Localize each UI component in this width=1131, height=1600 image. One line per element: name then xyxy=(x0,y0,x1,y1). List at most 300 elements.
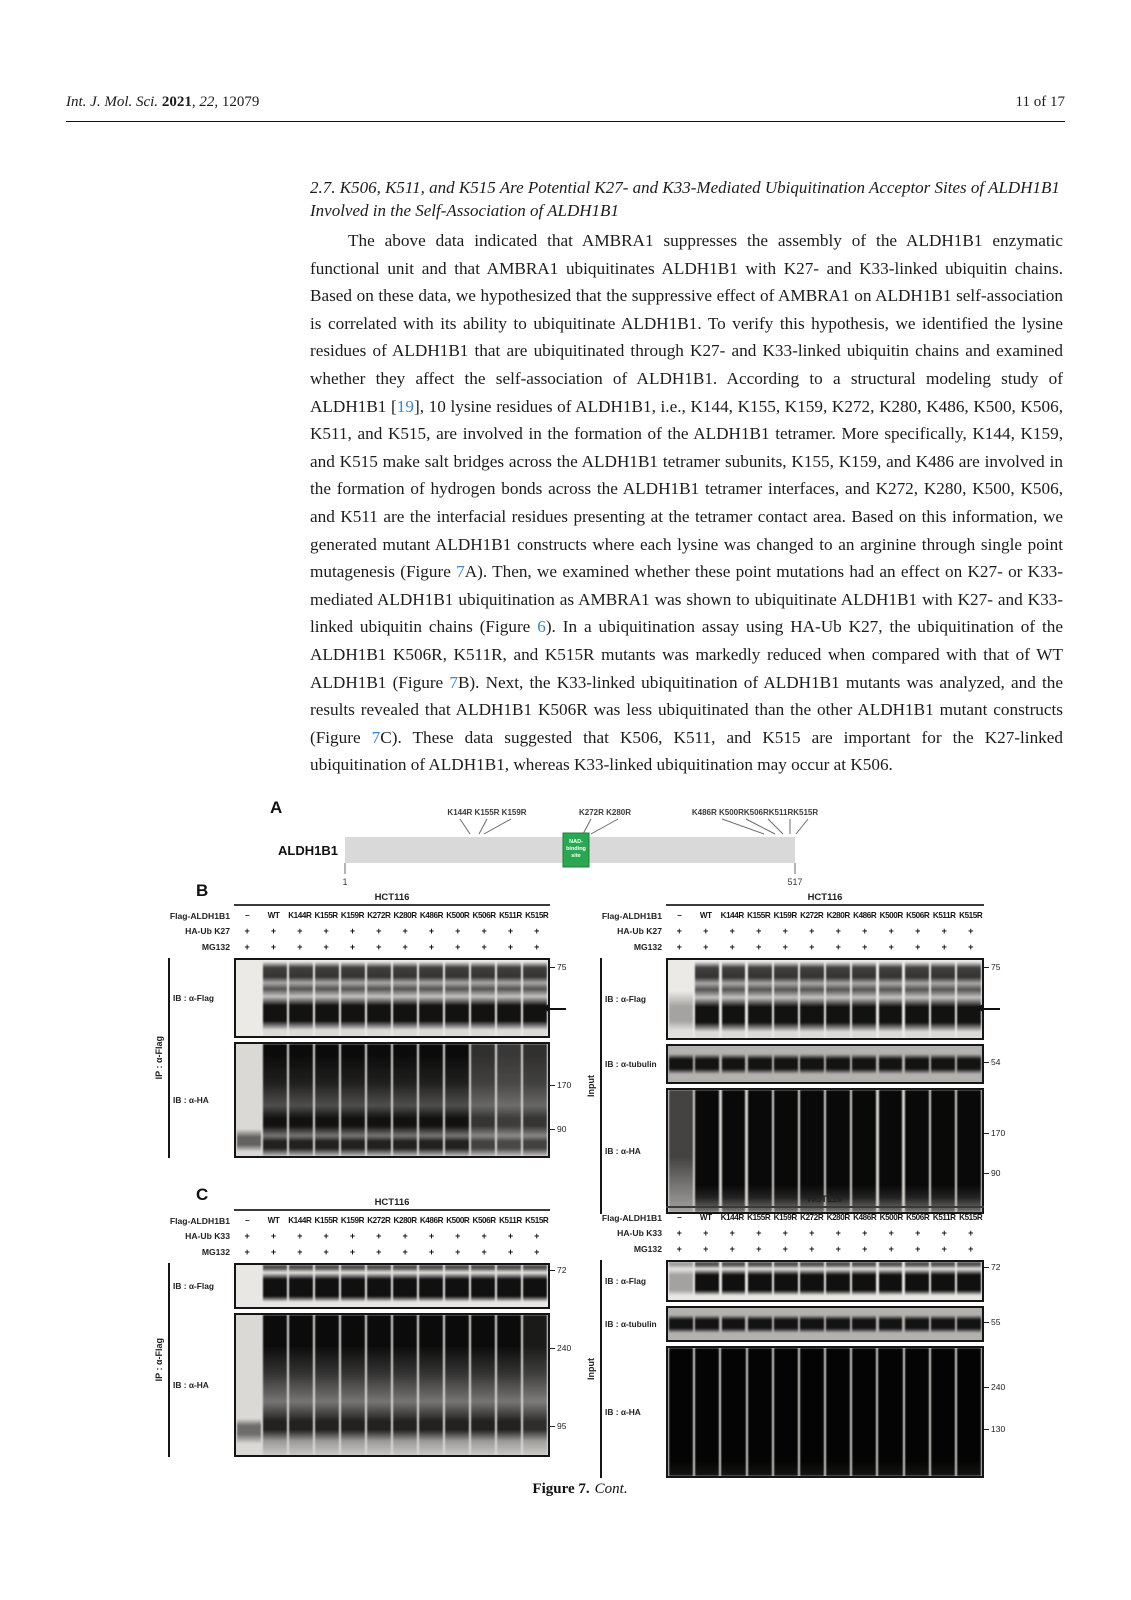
blot-lane xyxy=(669,1046,693,1082)
plus-sign: + xyxy=(376,926,382,937)
lane-label-row xyxy=(234,1216,550,1225)
plus-sign: + xyxy=(968,941,974,952)
lane-label: K155R xyxy=(747,911,771,921)
lane-label: K272R xyxy=(367,911,391,921)
page-number: 11 of 17 xyxy=(1015,94,1065,110)
nad-box-line1: NAD- xyxy=(569,839,583,845)
blot-lane xyxy=(263,1265,287,1307)
protein-name-label: ALDH1B1 xyxy=(278,843,338,858)
ip-bracket xyxy=(150,1263,170,1457)
plus-sign: + xyxy=(915,1228,921,1239)
lane-label: K511R xyxy=(499,911,522,921)
marker-column xyxy=(550,1042,576,1158)
plus-sign: + xyxy=(244,1231,250,1242)
plus-sign: + xyxy=(968,1228,974,1239)
blot-lane xyxy=(748,1046,772,1082)
text-segment: , 12079 xyxy=(214,94,260,110)
ib-label: IB : α-HA xyxy=(173,1379,209,1390)
mg132-row-label: MG132 xyxy=(201,1246,230,1257)
reference-link[interactable]: 7 xyxy=(449,672,458,692)
blot-lane xyxy=(774,1308,798,1340)
construct-row-label: Flag-ALDH1B1 xyxy=(601,910,662,921)
plus-sign: + xyxy=(703,941,709,952)
plus-sign: + xyxy=(676,1228,682,1239)
ubiquitin-row-label: HA-Ub K33 xyxy=(617,1228,662,1239)
input-bracket xyxy=(582,958,602,1214)
ib-label: IB : α-Flag xyxy=(173,992,214,1003)
blot-lane xyxy=(748,1262,772,1300)
plus-sign: + xyxy=(402,1246,408,1257)
construct-row xyxy=(150,1213,576,1229)
plus-sign: + xyxy=(888,1243,894,1254)
blot-lane xyxy=(471,960,495,1036)
blot-lane xyxy=(852,1046,876,1082)
construct-row xyxy=(582,1210,1010,1226)
lane-label: – xyxy=(677,911,682,921)
lane-label: K144R xyxy=(288,911,312,921)
plus-sign: + xyxy=(676,1243,682,1254)
plus-sign: + xyxy=(968,926,974,937)
blot-lane xyxy=(957,1308,981,1340)
cell-line-label: HCT116 xyxy=(807,1194,843,1205)
plus-sign: + xyxy=(323,941,329,952)
blot-row xyxy=(605,1044,1010,1084)
figure-7 xyxy=(150,795,1010,1500)
blot-row xyxy=(173,1313,576,1457)
plus-sign: + xyxy=(244,941,250,952)
blot-lane xyxy=(341,1044,365,1156)
lane-label: K515R xyxy=(525,1216,549,1226)
lane-label: K506R xyxy=(472,1216,496,1226)
plus-row xyxy=(666,926,984,936)
blot-lane xyxy=(367,1315,391,1455)
blot-lane xyxy=(315,1044,339,1156)
plus-sign: + xyxy=(941,941,947,952)
plus-sign: + xyxy=(809,926,815,937)
plus-sign: + xyxy=(507,926,514,937)
blot-lane xyxy=(669,960,693,1038)
blot-lane xyxy=(905,1348,929,1476)
cell-line-header xyxy=(234,885,550,906)
lane-label: K515R xyxy=(525,911,549,921)
lane-label: K159R xyxy=(773,1213,797,1223)
blot-lane xyxy=(445,960,469,1036)
ubiquitin-row xyxy=(150,1229,576,1245)
lane-label: K515R xyxy=(959,1213,983,1223)
plus-sign: + xyxy=(862,1228,868,1239)
plus-sign: + xyxy=(862,926,868,937)
panel-c-input-section xyxy=(582,1187,1010,1478)
lane-label: K511R xyxy=(932,911,956,921)
mutation-group-2-label: K272R K280R xyxy=(578,808,632,817)
blot-lane xyxy=(497,960,521,1036)
blot-lane xyxy=(445,1315,469,1455)
marker-column xyxy=(984,1346,1010,1478)
plus-sign: + xyxy=(244,926,250,937)
plus-sign: + xyxy=(915,926,921,937)
blot-lane xyxy=(931,1308,955,1340)
text-segment: 22 xyxy=(199,94,215,110)
plus-row xyxy=(666,942,984,952)
mw-marker: 170 xyxy=(550,1080,571,1090)
lane-label: K500R xyxy=(446,911,470,921)
blot-zone xyxy=(582,958,1010,1214)
plus-sign: + xyxy=(297,1246,303,1257)
blot-lane xyxy=(289,960,313,1036)
blot-lane xyxy=(931,1348,955,1476)
blot-lane xyxy=(722,1308,746,1340)
reference-link[interactable]: 7 xyxy=(371,727,381,747)
body-paragraph xyxy=(310,227,1063,779)
ip-bracket xyxy=(150,958,170,1158)
plus-sign: + xyxy=(534,941,540,952)
cell-line-label: HCT116 xyxy=(807,892,843,903)
panel-c-ip-section xyxy=(150,1190,576,1457)
mw-marker: 130 xyxy=(984,1424,1005,1434)
plus-sign: + xyxy=(888,1228,894,1239)
plus-sign: + xyxy=(835,1228,841,1239)
marker-column xyxy=(984,958,1010,1040)
plus-sign: + xyxy=(941,926,947,937)
mw-marker: 54 xyxy=(984,1057,1000,1067)
blot-lane xyxy=(852,1262,876,1300)
construct-row-label: Flag-ALDH1B1 xyxy=(169,1215,230,1226)
plus-sign: + xyxy=(349,926,356,937)
plus-row xyxy=(234,926,550,936)
ib-label: IB : α-HA xyxy=(605,1145,641,1156)
lane-label: K272R xyxy=(800,1213,824,1223)
blot-lane xyxy=(879,1046,903,1082)
plus-sign: + xyxy=(428,1246,435,1257)
westernblot-c-ip-ha xyxy=(234,1313,550,1457)
lane-label: K155R xyxy=(314,1216,338,1226)
plus-sign: + xyxy=(534,926,540,937)
blot-lane xyxy=(471,1315,495,1455)
blot-lane xyxy=(695,960,719,1038)
blot-row xyxy=(605,958,1010,1040)
residue-end-label: 517 xyxy=(787,877,803,887)
blot-lane xyxy=(826,960,850,1038)
plus-sign: + xyxy=(809,941,815,952)
ubiquitin-row xyxy=(582,924,1010,940)
text-segment: ], 10 lysine residues of ALDH1B1, i.e., K144, K155, K159, K272, K280, K486, K500, K506, K511, and K515, are involved in the formation of the ALDH1B1 tetramer. More specifically, K144, K159, and K515 make salt bridges across the ALDH1B1 tetramer subunits, K155, K159, and K486 are involved in the formation of hydrogen bonds across the ALDH1B1 tetramer interfaces, and K272, K280, K500, K506, and K511 are the interfacial residues presenting at the tetramer contact area. Based on this information, we generated mutant ALDH1B1 constructs where each lysine was changed to an arginine through single point mutagenesis (Figure xyxy=(310,396,1063,582)
lane-label: K500R xyxy=(879,911,903,921)
blot-lane xyxy=(669,1308,693,1340)
text-segment: A). Then, we examined whether these point mutations had an effect on K27- or K33-mediated ALDH1B1 ubiquitination as AMBRA1 was shown to ubiquitinate ALDH1B1 with K27- and K33-linked ubiquitin chains (Figure xyxy=(310,562,1063,637)
lane-label: – xyxy=(677,1213,682,1223)
blot-lane xyxy=(315,960,339,1036)
blot-lane xyxy=(367,1044,391,1156)
plus-sign: + xyxy=(455,1246,461,1257)
plus-row xyxy=(234,1231,550,1241)
blot-lane xyxy=(695,1262,719,1300)
panel-a-label: A xyxy=(270,798,283,817)
lane-label: K272R xyxy=(800,911,824,921)
blot-lane xyxy=(237,960,261,1036)
plus-sign: + xyxy=(703,926,709,937)
plus-sign: + xyxy=(507,1246,514,1257)
plus-sign: + xyxy=(428,941,435,952)
blot-lane xyxy=(826,1046,850,1082)
plus-sign: + xyxy=(782,941,788,952)
plus-sign: + xyxy=(323,926,329,937)
blot-lane xyxy=(393,1315,417,1455)
blot-lane xyxy=(341,1315,365,1455)
mw-marker: 75 xyxy=(550,962,566,972)
blot-row xyxy=(173,1042,576,1158)
ubiquitin-row-label: HA-Ub K33 xyxy=(185,1231,230,1242)
plus-sign: + xyxy=(349,1231,356,1242)
construct-row-label: Flag-ALDH1B1 xyxy=(169,910,230,921)
blot-lane xyxy=(237,1315,261,1455)
blot-lane xyxy=(419,960,443,1036)
mw-marker: 170 xyxy=(984,1128,1005,1138)
blot-lane xyxy=(774,1262,798,1300)
reference-link[interactable]: 6 xyxy=(537,617,546,637)
lane-label: K506R xyxy=(472,911,496,921)
lane-label: – xyxy=(245,1216,250,1226)
blot-lane xyxy=(905,1262,929,1300)
blot-lane xyxy=(237,1044,261,1156)
plus-sign: + xyxy=(756,1228,762,1239)
lane-label: K159R xyxy=(340,1216,365,1226)
ib-label: IB : α-Flag xyxy=(605,993,646,1004)
lane-label: K144R xyxy=(720,1213,744,1223)
plus-sign: + xyxy=(782,926,788,937)
blot-lane xyxy=(879,1308,903,1340)
marker-column xyxy=(984,1044,1010,1084)
mw-marker: 90 xyxy=(550,1124,566,1134)
lane-label: K144R xyxy=(720,911,744,921)
lane-label: WT xyxy=(699,911,712,921)
blot-lane xyxy=(905,1046,929,1082)
blot-zone xyxy=(582,1260,1010,1478)
blot-lane xyxy=(445,1265,469,1307)
blot-lane xyxy=(289,1044,313,1156)
plus-sign: + xyxy=(703,1243,709,1254)
blot-lane xyxy=(367,960,391,1036)
mw-marker: 90 xyxy=(984,1168,1000,1178)
lane-label: K155R xyxy=(747,1213,771,1223)
blot-lane xyxy=(879,1262,903,1300)
lane-label: K486R xyxy=(419,1216,444,1226)
plus-sign: + xyxy=(376,941,382,952)
ubiquitin-row xyxy=(582,1226,1010,1242)
blot-lane xyxy=(852,960,876,1038)
plus-sign: + xyxy=(941,1243,947,1254)
plus-sign: + xyxy=(729,941,735,952)
blot-lane xyxy=(774,1046,798,1082)
plus-sign: + xyxy=(481,1246,487,1257)
blot-lane xyxy=(957,1348,981,1476)
construct-row-label: Flag-ALDH1B1 xyxy=(601,1212,662,1223)
ip-label: IP : α-Flag xyxy=(154,1035,164,1080)
mw-marker: 95 xyxy=(550,1421,566,1431)
blot-lane xyxy=(523,1044,547,1156)
cell-line-label: HCT116 xyxy=(374,1197,410,1208)
panel-b-ip-section xyxy=(150,885,576,1158)
blot-lane xyxy=(393,1265,417,1307)
plus-sign: + xyxy=(270,926,277,937)
blot-lane xyxy=(931,1046,955,1082)
blot-lane xyxy=(826,1348,850,1476)
mg132-row-label: MG132 xyxy=(633,1243,662,1254)
panel-c-label: C xyxy=(196,1185,209,1204)
plus-sign: + xyxy=(349,941,356,952)
blot-lane xyxy=(263,1044,287,1156)
lane-label: K155R xyxy=(314,911,338,921)
lane-label: K159R xyxy=(340,911,365,921)
ubiquitin-row-label: HA-Ub K27 xyxy=(185,926,230,937)
lane-label: K280R xyxy=(393,1216,417,1226)
band-arrow-icon xyxy=(978,1008,1000,1010)
lane-label: K511R xyxy=(499,1216,522,1226)
mw-marker: 72 xyxy=(984,1262,1000,1272)
plus-row xyxy=(234,1247,550,1257)
figure-caption-number: Figure 7. xyxy=(532,1481,590,1497)
blot-lane xyxy=(445,1044,469,1156)
blot-row xyxy=(173,1263,576,1309)
plus-row xyxy=(234,942,550,952)
plus-sign: + xyxy=(507,941,514,952)
plus-sign: + xyxy=(244,1246,250,1257)
lane-label: K500R xyxy=(446,1216,470,1226)
figure-caption-cont: Cont. xyxy=(594,1481,628,1497)
blot-lane xyxy=(669,1348,693,1476)
plus-sign: + xyxy=(729,1228,735,1239)
plus-sign: + xyxy=(481,1231,487,1242)
blot-zone xyxy=(150,958,576,1158)
blot-lane xyxy=(669,1262,693,1300)
marker-column xyxy=(550,1263,576,1309)
blot-lane xyxy=(695,1046,719,1082)
plus-sign: + xyxy=(323,1231,329,1242)
ip-label: IP : α-Flag xyxy=(154,1337,164,1382)
text-segment: Int. J. Mol. Sci. xyxy=(66,94,162,110)
text-segment: B). Next, the K33-linked ubiquitination of ALDH1B1 mutants was analyzed, and the results revealed that ALDH1B1 K506R was less ubiquitinated than the other ALDH1B1 mutant constructs (Figure xyxy=(310,672,1063,747)
blot-lane xyxy=(393,1044,417,1156)
lane-label: K159R xyxy=(773,911,797,921)
lane-label: K144R xyxy=(288,1216,312,1226)
plus-sign: + xyxy=(915,941,921,952)
plus-sign: + xyxy=(270,1246,277,1257)
cell-line-header xyxy=(666,1187,984,1208)
blot-lane xyxy=(263,1315,287,1455)
plus-sign: + xyxy=(676,941,682,952)
lane-label-row xyxy=(666,911,984,920)
blot-lane xyxy=(497,1265,521,1307)
blot-row xyxy=(605,1306,1010,1342)
blot-lane xyxy=(497,1315,521,1455)
cell-line-header xyxy=(666,885,984,906)
blot-lane xyxy=(523,960,547,1036)
panel-b-input-section xyxy=(582,885,1010,1214)
plus-sign: + xyxy=(782,1228,788,1239)
plus-sign: + xyxy=(729,926,735,937)
mw-marker: 75 xyxy=(984,962,1000,972)
lane-label: K280R xyxy=(826,1213,850,1223)
section-heading: 2.7. K506, K511, and K515 Are Potential K27- and K33-Mediated Ubiquitination Acceptor Sites of ALDH1B1 Involved in the Self-Association of ALDH1B1 xyxy=(310,178,1060,220)
text-segment: The above data indicated that AMBRA1 suppresses the assembly of the ALDH1B1 enzymatic functional unit and that AMBRA1 ubiquitinates ALDH1B1 with K27- and K33-linked ubiquitin chains. Based on these data, we hypothesized that the suppressive effect of AMBRA1 on ALDH1B1 self-association is correlated with its ability to ubiquitinate ALDH1B1. To verify this hypothesis, we identified the lysine residues of ALDH1B1 that are ubiquitinated through K27- and K33-linked ubiquitin chains and examined whether they affect the self-association of ALDH1B1. According to a structural modeling study of ALDH1B1 [ xyxy=(310,231,1063,416)
cell-line-header xyxy=(234,1190,550,1211)
blot-lane xyxy=(523,1315,547,1455)
blot-lane xyxy=(826,1308,850,1340)
blot-lane xyxy=(289,1315,313,1455)
plus-sign: + xyxy=(782,1243,788,1254)
blot-lane xyxy=(289,1265,313,1307)
plus-sign: + xyxy=(915,1243,921,1254)
blot-lane xyxy=(852,1348,876,1476)
blot-lane xyxy=(497,1044,521,1156)
marker-column xyxy=(550,1313,576,1457)
plus-sign: + xyxy=(862,1243,868,1254)
cell-line-label: HCT116 xyxy=(374,892,410,903)
marker-column xyxy=(984,1306,1010,1342)
ubiquitin-row xyxy=(150,924,576,940)
blot-lane xyxy=(722,960,746,1038)
blot-lane xyxy=(393,960,417,1036)
plus-sign: + xyxy=(756,941,762,952)
mw-marker: 240 xyxy=(984,1382,1005,1392)
plus-sign: + xyxy=(349,1246,356,1257)
plus-sign: + xyxy=(676,926,682,937)
figure-caption xyxy=(150,1481,1010,1498)
lane-label: K272R xyxy=(367,1216,391,1226)
plus-sign: + xyxy=(809,1228,815,1239)
reference-link[interactable]: 19 xyxy=(396,396,414,416)
blot-lane xyxy=(367,1265,391,1307)
blot-lane xyxy=(471,1044,495,1156)
blot-row xyxy=(605,1346,1010,1478)
lane-label: K506R xyxy=(906,911,930,921)
lane-label-row xyxy=(234,911,550,920)
plus-sign: + xyxy=(703,1228,709,1239)
plus-sign: + xyxy=(297,941,303,952)
blot-lane xyxy=(774,1348,798,1476)
plus-sign: + xyxy=(402,926,408,937)
ib-label: IB : α-Flag xyxy=(173,1280,214,1291)
blot-lane xyxy=(957,960,981,1038)
nad-box-line2: binding xyxy=(566,846,586,852)
reference-link[interactable]: 7 xyxy=(456,562,465,582)
marker-column xyxy=(550,958,576,1038)
westernblot-c-input-tubulin xyxy=(666,1306,984,1342)
blot-lane xyxy=(748,1348,772,1476)
plus-sign: + xyxy=(835,926,841,937)
blot-lane xyxy=(341,1265,365,1307)
plus-sign: + xyxy=(297,1231,303,1242)
blot-lane xyxy=(879,960,903,1038)
blot-row xyxy=(605,1260,1010,1302)
plus-sign: + xyxy=(402,941,408,952)
blot-lane xyxy=(800,1262,824,1300)
mg132-row xyxy=(150,1244,576,1260)
marker-column xyxy=(984,1260,1010,1302)
blot-lane xyxy=(878,1348,902,1476)
ib-label: IB : α-HA xyxy=(605,1406,641,1417)
blot-lane xyxy=(800,1308,824,1340)
lane-label: K486R xyxy=(419,911,444,921)
westernblot-c-input-flag xyxy=(666,1260,984,1302)
text-segment: ). In a ubiquitination assay using HA-Ub K27, the ubiquitination of the ALDH1B1 K506R, K511R, and K515R mutants was markedly reduced when compared with that of WT ALDH1B1 (Figure xyxy=(310,617,1063,692)
plus-sign: + xyxy=(481,941,487,952)
mw-marker: 240 xyxy=(550,1343,571,1353)
mg132-row xyxy=(582,939,1010,955)
input-label: Input xyxy=(586,1357,596,1380)
plus-sign: + xyxy=(809,1243,815,1254)
plus-sign: + xyxy=(756,926,762,937)
lane-label: K500R xyxy=(879,1213,903,1223)
